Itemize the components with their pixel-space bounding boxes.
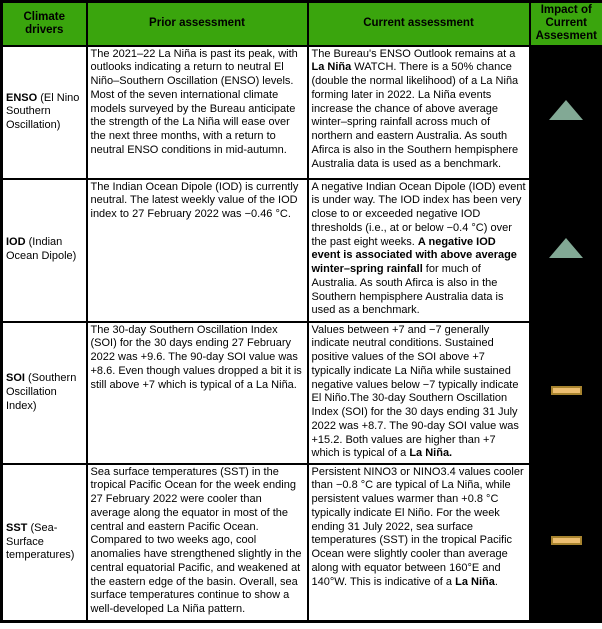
table-row-iod (2, 179, 602, 322)
impact-cell-iod (530, 179, 602, 322)
header-impact: Impact of Current Assesment (530, 2, 602, 46)
prior-assessment-sst: Sea surface temperatures (SST) in the tropical Pacific Ocean for the week ending 27 February 2022 were cooler than average along the equator in most of the central and eastern Pacific Ocean. Compared to two weeks ago, cool anomalies have strengthened slightly in the central equatorial Pacific, and weakened at the eastern edge of the basin. Overall, sea surface temperatures continue to show a well-developed La Niña pattern. (87, 464, 308, 622)
header-row (2, 2, 602, 46)
current-assessment-enso: The Bureau's ENSO Outlook remains at a La Niña WATCH. There is a 50% chance (double the normal likelihood) of a La Niña forming later in 2022. La Niña events increase the chance of above average winter–spring rainfall across much of northern and eastern Australia. As south Afirca is also in the Southern hempisphere Australia data is used as a benchmark. (308, 46, 530, 179)
header-prior-assessment: Prior assessment (87, 2, 308, 46)
driver-label-sst: SST (Sea-Surface temperatures) (2, 464, 87, 622)
table-header (2, 2, 602, 46)
current-assessment-sst: Persistent NINO3 or NINO3.4 values cooler than −0.8 °C are typical of La Niña, while persistent values warmer than +0.8 °C typically indicate El Niño. For the week ending 31 July 2022, sea surface temperatures (SST) in the tropical Pacific Ocean were slightly cooler than average along with equator between 160°E and 140°W. This is indicative of a La Niña. (308, 464, 530, 622)
impact-cell-enso (530, 46, 602, 179)
current-assessment-iod: A negative Indian Ocean Dipole (IOD) event is under way. The IOD index has been very close to or exceeded negative IOD thresholds (i.e., at or below −0.4 °C) over the past eight weeks. A negative IOD event is associated with above average winter–spring rainfall for much of Australia. As south Afirca is also in the Southern hempisphere Australia data is used as a benchmark. (308, 179, 530, 322)
prior-assessment-enso: The 2021–22 La Niña is past its peak, with outlooks indicating a return to neutral El Niño–Southern Oscillation (ENSO) levels. Most of the seven international climate models surveyed by the Bureau anticipate the strength of the La Niña will ease over the next three months, with a return to neutral ENSO conditions in mid-autumn. (87, 46, 308, 179)
table-row-soi (2, 322, 602, 464)
table-body (2, 46, 602, 622)
header-current-assessment: Current assessment (308, 2, 530, 46)
driver-label-iod: IOD (Indian Ocean Dipole) (2, 179, 87, 322)
impact-cell-sst (530, 464, 602, 622)
impact-triangle-up-icon (549, 100, 583, 120)
impact-dash-icon (551, 386, 582, 395)
header-climate-drivers: Climate drivers (2, 2, 87, 46)
prior-assessment-iod: The Indian Ocean Dipole (IOD) is currently neutral. The latest weekly value of the IOD index to 27 February 2022 was −0.46 °C. (87, 179, 308, 322)
table-row-enso (2, 46, 602, 179)
impact-cell-soi (530, 322, 602, 464)
impact-triangle-up-icon (549, 238, 583, 258)
current-assessment-soi: Values between +7 and −7 generally indicate neutral conditions. Sustained positive values of the SOI above +7 typically indicate La Niña while sustained negative values below −7 typically indicate El Niño.The 30-day Southern Oscillation Index (SOI) for the 30 days ending 31 July 2022 was +8.7. The 90-day SOI value was +15.2. Both values are higher than +7 which is typical of a La Niña. (308, 322, 530, 464)
impact-dash-icon (551, 536, 582, 545)
driver-label-enso: ENSO (El Nino Southern Oscillation) (2, 46, 87, 179)
prior-assessment-soi: The 30-day Southern Oscillation Index (SOI) for the 30 days ending 27 February 2022 was +9.6. The 90-day SOI value was +8.6. Even though values dropped a bit it is still above +7 which is typical of a La Niña. (87, 322, 308, 464)
driver-label-soi: SOI (Southern Oscillation Index) (2, 322, 87, 464)
table-row-sst (2, 464, 602, 622)
